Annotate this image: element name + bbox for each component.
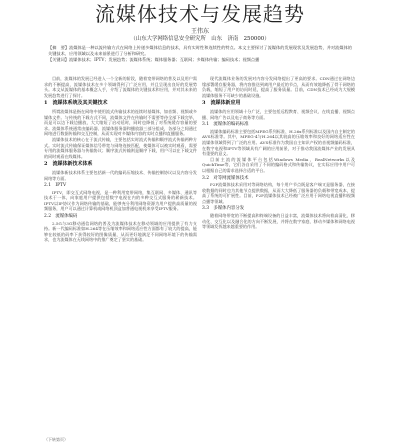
left-paragraph: 流媒体新技术体系主要包括新一代的编码压缩技术、传输控制协议以及内容分发网络等方面。 — [44, 169, 197, 181]
right-paragraph: 流媒体编码标准主要包括MPEG系列标准、H.26x系列标准以及国内自主制定的AVS标准等。其中，MPEG-4与H.264以其较高的压缩效率和良好的网络适应性在流媒体领域得到了广泛的应用。AVS标准作为我国自主知识产权的音视频编码标准，在数字电视和IPTV等领域具有广阔的应用前景，对于推动我国流媒体产业的发展具有重要的意义。 — [202, 128, 355, 157]
article-title: 流媒体技术与发展趋势 — [95, 2, 305, 26]
right-subsection-heading: 3.2 对等网流媒体技术 — [202, 175, 249, 181]
left-paragraph: IPTV，即交互式网络电视，是一种利用宽带网络，集互联网、多媒体、通讯等技术于一体，向家庭用户提供包括数字电视在内的多种交互式服务的崭新技术。IPTV以IP协议作为网络传输的基础，能够充分利用网络资源为用户提供高质量的视频服务，用户可以通过计算机或网络机顶盒加普通电视机来享受IPTV服务。 — [44, 189, 197, 212]
left-paragraph: 2.5G与3G移动通信网络的普及为流媒体技术在移动领域的应用提供了有力支持。新一代编码标准如H.264等在压缩效率和网络适应性方面都有了较大的提高，能够在较低的码率下获得较好的图像质量，从而更好地满足不同网络环境下的传输需求，也为流媒体在无线网络中的推广奠定了坚实的基础。 — [44, 220, 197, 243]
left-column — [44, 76, 197, 243]
right-section-heading: 3 流媒体新应用 — [202, 100, 241, 107]
right-subsection-heading: 3.3 多媒体内容分发 — [202, 206, 245, 212]
footer-note: （下转第页） — [44, 437, 68, 442]
right-paragraph: P2P流媒体技术采用对等网络结构，每个用户节点既是客户端又是服务器，在接收数据的同时也为其他节点提供数据，从而大大降低了服务器的负载和带宽成本，提高了系统的可扩展性。目前，P2P流媒体技术已经被广泛应用于网络电视直播和视频点播等领域。 — [202, 182, 355, 204]
right-column — [202, 76, 355, 230]
right-paragraph: 目前主流的流媒体平台包括Windows Media、RealNetworks以及QuickTime等，它们各自采用了不同的编码格式和传输协议，在实际应用中用户可以根据自己的需求选择合适的平台。 — [202, 156, 355, 173]
left-subsection-heading: 2.2 流媒体编码 — [44, 214, 78, 220]
author-name: 王伟东 — [190, 28, 209, 35]
keywords: 【关键词】流媒体技术；IPTV；发展趋势；流媒体系统；媒体服务器；互联网；多媒体传输；编码技术；视频点播 — [48, 57, 260, 62]
right-paragraph: 现代流媒体业务的发展对内容分发网络提出了更高的要求。CDN通过在网络边缘部署缓存服务器，将内容推送到离用户最近的节点，从而有效地降低了骨干网络的负载，缩短了用户的访问时延，提高了服务质量。目前，CDN技术已经成为大规模流媒体服务不可缺少的基础设施。 — [202, 76, 355, 98]
left-paragraph: 流媒体技术的核心在于流式传输，主要包括实时流式传输和顺序流式传输两种方式。实时流式传输保证媒体信号带宽与网络连接匹配，使媒体可以被实时观看，需要专用的流媒体服务器与传输协议；顺序流式传输则是顺序下载，用户可以在下载文件的同时观看在线媒体。 — [44, 136, 197, 159]
right-subsection-heading: 3.1 流媒体的编码标准 — [202, 122, 249, 128]
right-paragraph: 随着网络带宽的不断提高和终端设备的日益丰富，流媒体技术将向着高清化、移动化、交互化以及融合化的方向不断发展，并将在数字家庭、移动多媒体和网络电视等领域发挥越来越重要的作用。 — [202, 213, 355, 230]
abstract: 【摘 要】流媒体是一种以流传输方式在网络上传递多媒体信息的技术，具有实时性和连续性的特点。本文主要探讨了流媒体的发展现状及发展趋势，并对流媒体的关键技术、应用领域以及未来前景进行了分析和研究。 — [48, 45, 352, 56]
left-paragraph: 所谓流媒体是指在网络中使用流式传输技术的连续时基媒体，如音频、视频或多媒体文件。与传统的下载方式不同，流媒体文件在传输时不需要等待全部下载完毕，而是可以边下载边播放，大大缩短了启动延时，同时也降低了对系统缓存容量的要求。流媒体系统通常由编码器、流媒体服务器和播放器三部分组成，各部分之间通过网络进行数据传输和交互控制，从而实现对多媒体内容的实时点播和直播服务。 — [44, 108, 197, 137]
left-subsection-heading: 2.1 IPTV — [44, 183, 67, 189]
left-section-heading: 2 流媒体新技术体系 — [44, 161, 93, 168]
author-affiliation: （山东大学网络信息安全研究所 山东 济南 250000） — [130, 36, 270, 42]
left-section-heading: 1 流媒体系统及其关键技术 — [44, 100, 108, 107]
left-paragraph: 目前，流媒体的发展已经进入一个全新的阶段，随着宽带网络的普及以及用户需求的不断提高，流媒体技术在多个领域得到了广泛应用，并且呈现出良好的发展势头。本文从流媒体的基本概念入手，介绍了流媒体的关键技术和应用，并对其未来的发展趋势进行了探讨。 — [44, 76, 197, 98]
right-paragraph: 流媒体的应用领域十分广泛，主要包括远程教育、视频会议、在线直播、视频点播、网络广告以及电子商务等方面。 — [202, 108, 355, 120]
